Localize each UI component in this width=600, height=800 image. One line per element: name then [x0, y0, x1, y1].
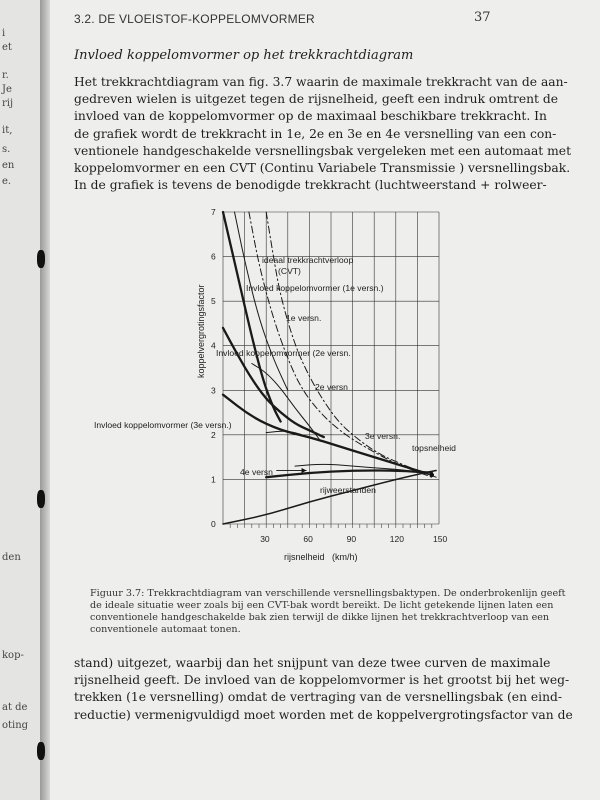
x-tick-label: 60 [303, 534, 313, 544]
caption-line: conventionele handgeschakelde bak zien terwijl de dikke lijnen het trekkrachtverloop van een [90, 612, 550, 623]
annotation-2nd-gear: 2e versn [315, 382, 348, 392]
left-page-fragment: oting [2, 720, 29, 731]
annotation-cvt: (CVT) [278, 266, 301, 276]
running-title: 3.2. DE VLOEISTOF-KOPPELOMVORMER [74, 12, 315, 26]
y-axis-label: koppelvergrotingsfactor [196, 284, 206, 378]
left-page-fragment: r. [2, 70, 9, 81]
spine-thread-mark [37, 490, 45, 508]
book-page [50, 0, 600, 800]
left-page-fragment: den [2, 552, 21, 563]
x-tick-label: 30 [260, 534, 270, 544]
text-line: stand) uitgezet, waarbij dan het snijpunt van deze twee curven de maximale [74, 656, 551, 670]
left-page-fragment: en [2, 160, 15, 171]
series-line-10 [223, 471, 436, 525]
annotation-ideal-line: ideaal trekkrachtverloop [262, 255, 354, 265]
adjacent-left-page [0, 0, 40, 800]
annotation-top-speed: topsnelheid [412, 443, 456, 453]
left-page-fragment: at de [2, 702, 28, 713]
text-line: gedreven wielen is uitgezet tegen de rijsnelheid, geeft een indruk omtrent de [74, 92, 559, 107]
text-line: invloed van de koppelomvormer op de maximaal beschikbare trekkracht. In [74, 109, 547, 124]
x-tick-label: 150 [433, 534, 448, 544]
caption-line: de ideale situatie weer zoals bij een CVT-bak wordt bereikt. De licht getekende lijnen laten een [90, 600, 554, 611]
y-tick-label: 1 [211, 474, 216, 485]
left-page-fragment: i [2, 28, 6, 39]
series-line-8 [266, 212, 436, 477]
series-line-9 [249, 212, 432, 477]
text-line: In de grafiek is tevens de benodigde trekkracht (luchtweerstand + rolweer- [74, 178, 547, 193]
text-line: reductie) vermenigvuldigd moet worden met de koppelvergrotingsfactor van de [74, 707, 573, 722]
y-tick-label: 0 [211, 519, 216, 529]
x-tick-label: 90 [346, 534, 357, 544]
caption-line: Figuur 3.7: Trekkrachtdiagram van verschillende versnellingsbaktypen. De onderbrokenlijn geeft [90, 588, 566, 599]
y-tick-label: 6 [211, 251, 216, 262]
text-line: rijsnelheid geeft. De invloed van de koppelomvormer is het grootst bij het weg- [74, 673, 570, 688]
left-page-fragment: rij [2, 98, 14, 109]
annotation-tc-3rd: Invloed koppelomvormer (3e versn.) [94, 420, 232, 430]
caption-line: conventionele automaat tonen. [90, 624, 241, 635]
left-page-fragment: it, [2, 125, 13, 136]
y-tick-label: 2 [211, 429, 216, 440]
y-tick-label: 3 [211, 385, 216, 396]
y-tick-label: 5 [211, 296, 216, 307]
series-line-3 [223, 328, 324, 437]
annotation-tc-1st: Invloed koppelomvormer (1e versn.) [246, 283, 384, 293]
figure-caption [90, 588, 566, 636]
annotation-road-resistance: rijweerstanden [320, 485, 376, 495]
page-number: 37 [474, 10, 491, 25]
text-line: koppelomvormer en een CVT (Continu Variabele Transmissie ) versnellingsbak. [74, 161, 571, 176]
spine-thread-mark [37, 742, 45, 760]
annotation-3rd-gear: 3e versn. [365, 431, 401, 441]
section-heading: Invloed koppelomvormer op het trekkrachtdiagram [74, 48, 414, 63]
book-gutter [40, 0, 50, 800]
text-line: ventionele handgeschakelde versnellingsbak vergeleken met een automaat met [74, 143, 572, 158]
paragraph-continued [74, 655, 573, 724]
left-page-fragment: e. [2, 176, 12, 187]
traction-chart [50, 0, 600, 590]
left-page-fragment: s. [2, 144, 11, 155]
text-line: de grafiek wordt de trekkracht in 1e, 2e en 3e en 4e versnelling van een con- [74, 126, 557, 141]
y-tick-label: 4 [211, 340, 216, 351]
annotation-1st-gear: 1e versn. [286, 313, 322, 323]
spine-thread-mark [37, 250, 45, 268]
x-tick-label: 120 [389, 534, 404, 544]
top-speed-point [430, 473, 434, 477]
left-page-fragment: kop- [2, 650, 24, 661]
y-tick-label: 7 [211, 207, 216, 217]
annotation-tc-2nd: Invloed koppelomvormer (2e versn. [216, 348, 351, 358]
left-page-fragment: Je [2, 84, 12, 95]
x-axis-label: rijsnelheid (km/h) [284, 552, 358, 562]
text-line: trekken (1e versnelling) omdat de vertraging van de versnellingsbak (en eind- [74, 690, 563, 705]
annotation-4th-gear: 4e versn [240, 467, 273, 477]
text-line: Het trekkrachtdiagram van fig. 3.7 waarin de maximale trekkracht van de aan- [74, 75, 568, 89]
left-page-fragment: et [2, 42, 12, 53]
